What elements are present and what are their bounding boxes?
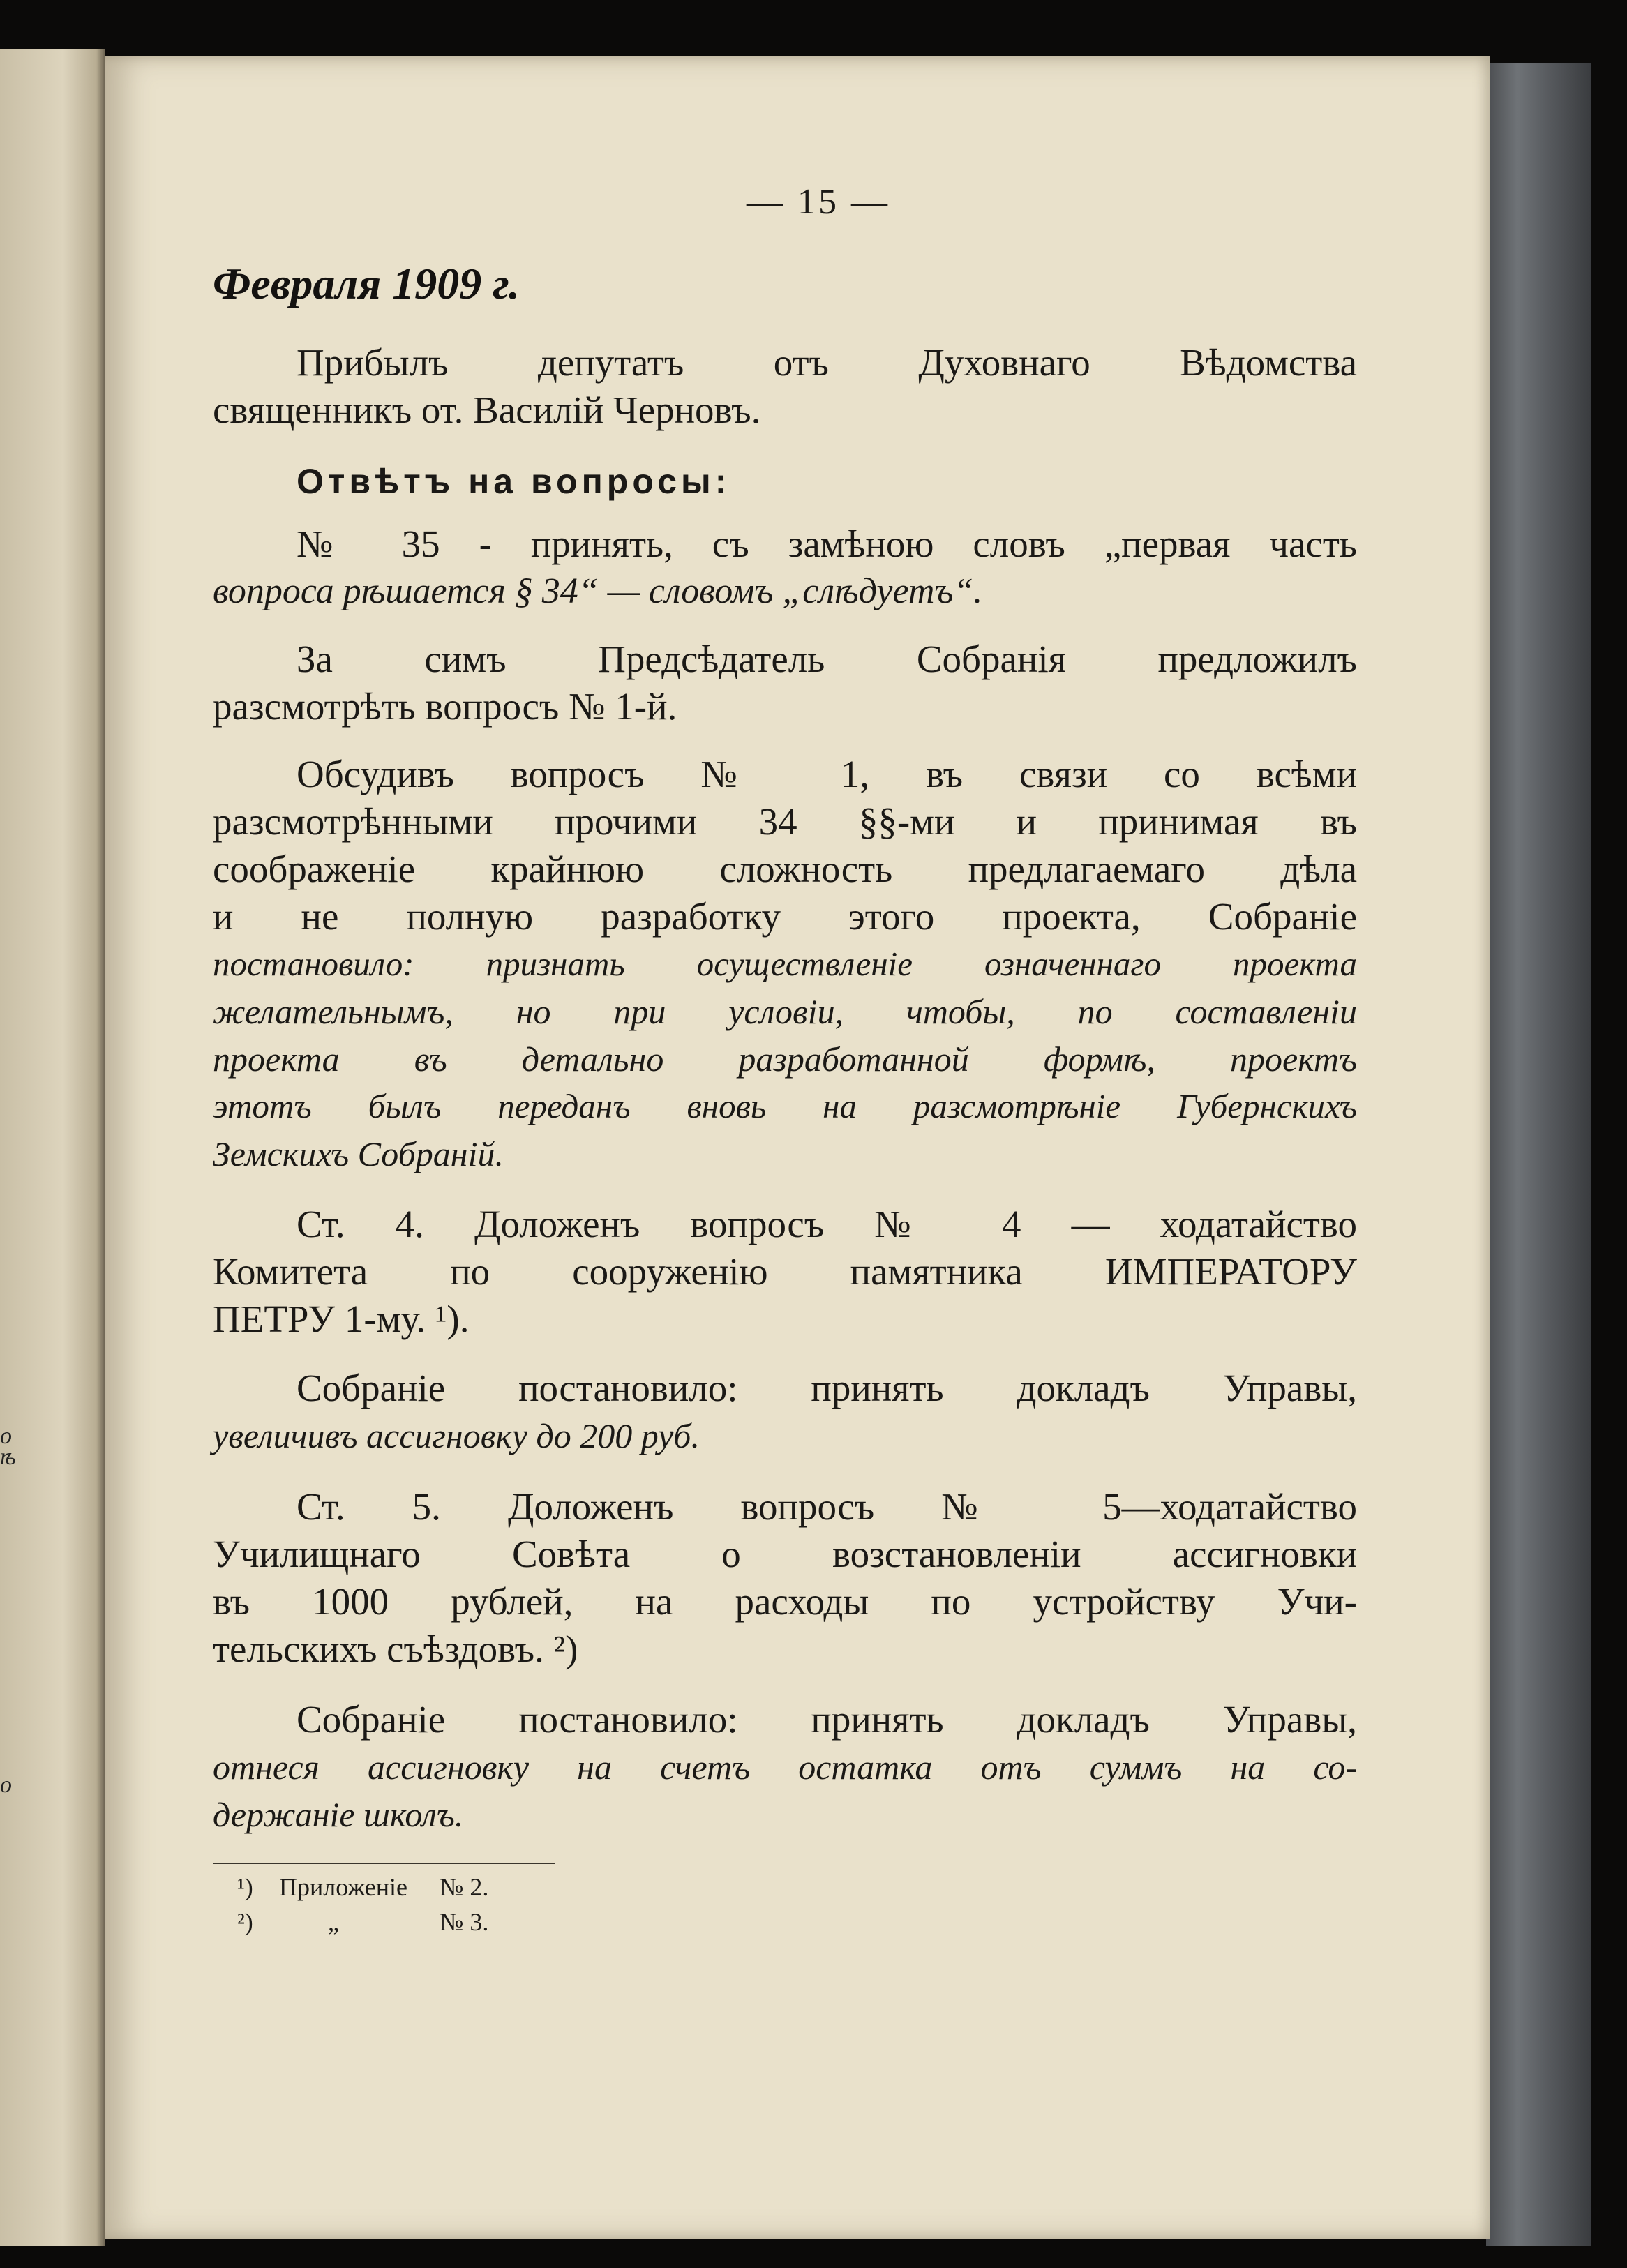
paragraph-line: въ 1000 рублей, на расходы по устройству Учи- <box>213 1580 1357 1623</box>
paragraph-line: Ст. 5. Доложенъ вопросъ № 5—ходатайство <box>297 1485 1357 1528</box>
section-subheading: Отвѣтъ на вопросы: <box>297 462 731 501</box>
footnote-label: „ <box>328 1908 339 1936</box>
paragraph-line: № 35 - принять, съ замѣною словъ „первая часть <box>297 523 1357 565</box>
previous-page-edge <box>0 49 105 2246</box>
footnote <box>237 1873 488 1901</box>
footnote-ref: № 3. <box>440 1908 489 1936</box>
paragraph-line: Ст. 4. Доложенъ вопросъ № 4 — ходатайство <box>297 1203 1357 1245</box>
paragraph-line: священникъ от. Василій Черновъ. <box>213 389 761 431</box>
footnote-rule <box>213 1863 555 1864</box>
paragraph-line: желательнымъ, но при условіи, чтобы, по составленіи <box>213 992 1357 1031</box>
paragraph-line: Собраніе постановило: принять докладъ Управы, <box>297 1698 1357 1741</box>
paragraph-line: держаніе школъ. <box>213 1795 464 1834</box>
book-page <box>105 56 1490 2239</box>
paragraph-line: этотъ былъ переданъ вновь на разсмотрѣніе Губернскихъ <box>213 1087 1357 1125</box>
page-number: — 15 — <box>747 182 890 222</box>
paragraph-line: вопроса рѣшается § 34“ — словомъ „слѣдуетъ“. <box>213 571 983 611</box>
paragraph-line: Обсудивъ вопросъ № 1, въ связи со всѣми <box>297 753 1357 795</box>
footnote <box>237 1908 488 1936</box>
paragraph-line: отнеся ассигновку на счетъ остатка отъ суммъ на со- <box>213 1748 1357 1787</box>
paragraph-line: соображеніе крайнюю сложность предлагаемаго дѣла <box>213 848 1357 890</box>
paragraph-line: Земскихъ Собраній. <box>213 1134 504 1173</box>
paragraph-line: Прибылъ депутатъ отъ Духовнаго Вѣдомства <box>297 341 1357 384</box>
previous-page-text-fragments <box>0 49 105 2246</box>
previous-page-fragment: о <box>0 1423 12 1449</box>
previous-page-fragment: ѣ <box>0 1444 16 1470</box>
paragraph-line: увеличивъ ассигновку до 200 руб. <box>213 1416 700 1455</box>
footnote-mark: ²) <box>237 1908 253 1936</box>
paragraph-line: и не полную разработку этого проекта, Собраніе <box>213 895 1357 938</box>
paragraph-line: Комитета по сооруженію памятника ИМПЕРАТОРУ <box>213 1250 1357 1293</box>
paragraph-line: За симъ Предсѣдатель Собранія предложилъ <box>297 638 1357 680</box>
footnote-mark: ¹) <box>237 1873 253 1901</box>
book-binding <box>1486 63 1591 2246</box>
date-heading: Февраля 1909 г. <box>213 259 520 308</box>
paragraph-line: тельскихъ съѣздовъ. ²) <box>213 1628 578 1670</box>
paragraph-line: постановило: признать осуществленіе означеннаго проекта <box>213 945 1357 983</box>
footnote-ref: № 2. <box>440 1873 489 1901</box>
footnote-label: Приложеніе <box>279 1873 407 1901</box>
paragraph-line: проекта въ детально разработанной формѣ, проектъ <box>213 1039 1357 1079</box>
paragraph-line: Училищнаго Совѣта о возстановленіи ассигновки <box>213 1533 1357 1575</box>
paragraph-line: Собраніе постановило: принять докладъ Управы, <box>297 1367 1357 1409</box>
previous-page-fragment: о <box>0 1772 12 1798</box>
paragraph-line: разсмотрѣнными прочими 34 §§-ми и принимая въ <box>213 800 1357 843</box>
paragraph-line: ПЕТРУ 1-му. ¹). <box>213 1298 470 1340</box>
paragraph-line: разсмотрѣть вопросъ № 1-й. <box>213 685 677 728</box>
